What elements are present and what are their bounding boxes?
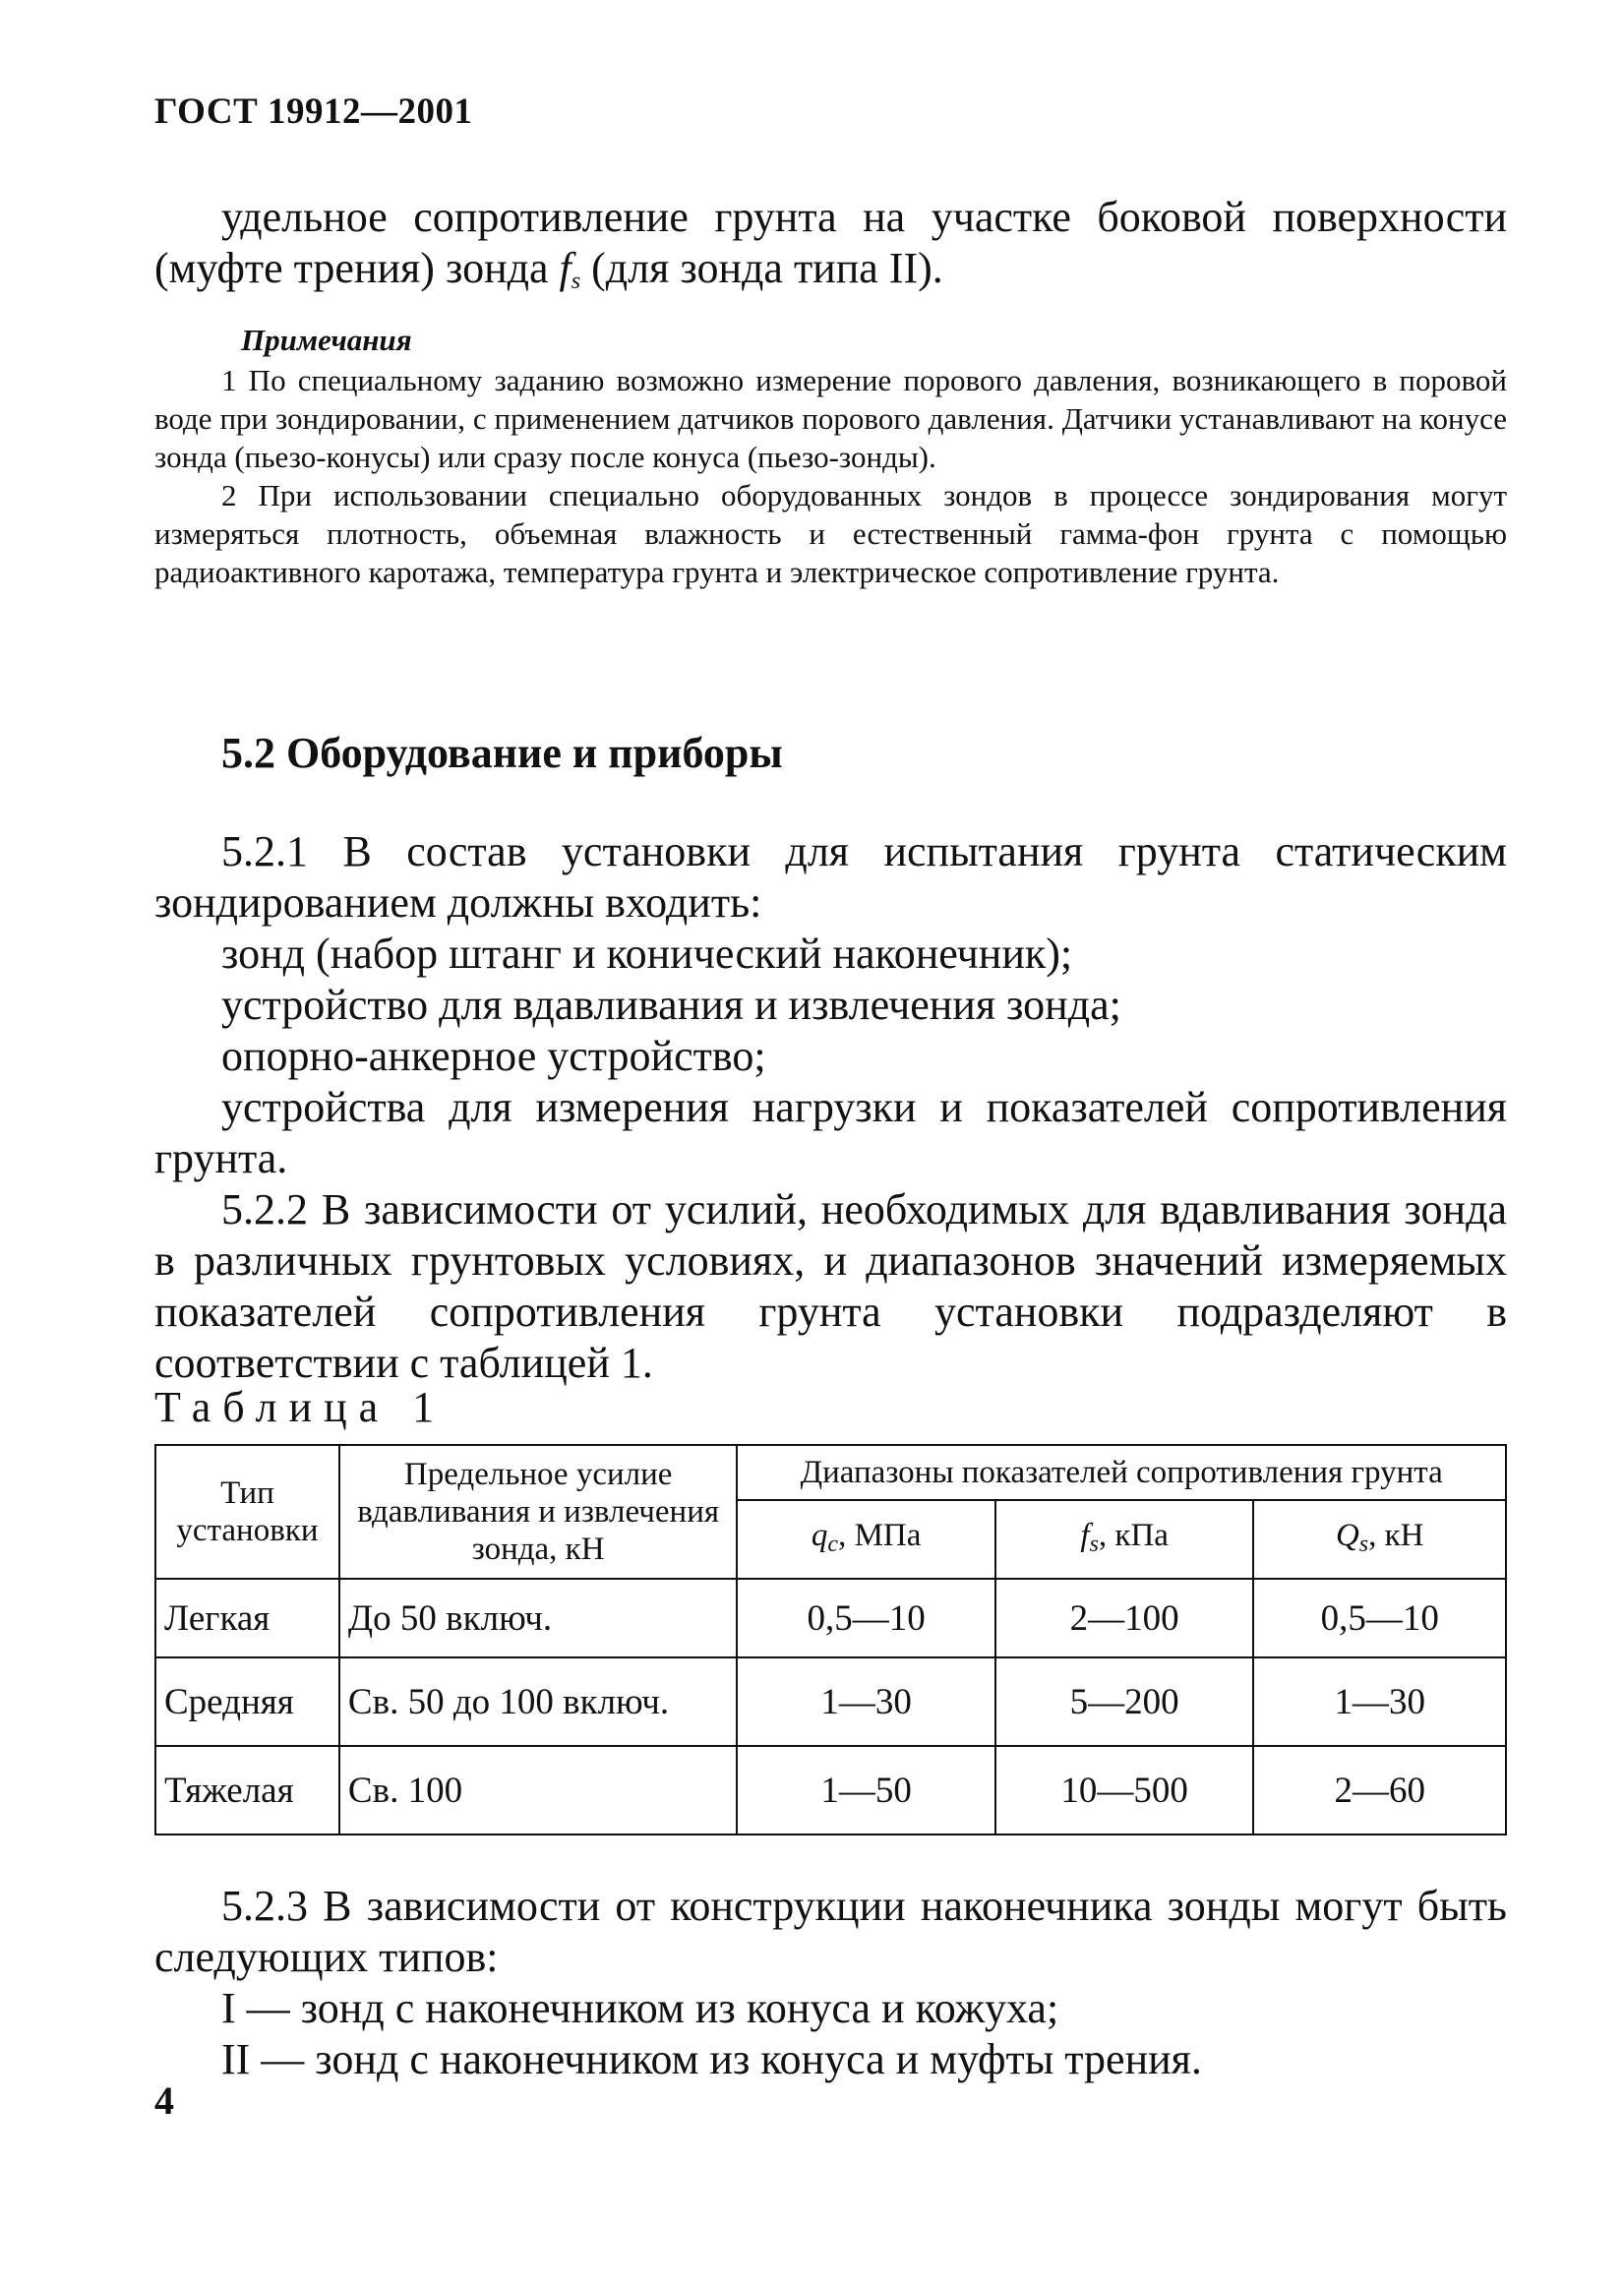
list-item: II — зонд с наконечником из конуса и муфты трения. <box>221 2035 1202 2083</box>
list-item: зонд (набор штанг и конический наконечник); <box>221 930 1073 978</box>
header-Qs: $Q_s$, кН <box>1253 1500 1506 1579</box>
section-title: 5.2 Оборудование и приборы <box>221 729 783 777</box>
clause-5-2-3 <box>154 1881 1507 2085</box>
note-2: 2 При использовании специально оборудованных зондов в процессе зондирования могут измеряться плотность, объемная влажность и естественный гамма-фон грунта с помощью радиоактивного каротажа, температура грунта и электрическое сопротивление грунта. <box>154 478 1507 589</box>
intro-text: удельное сопротивление грунта на участке боковой поверхности (муфте трения) зонда $f_s$ (для зонда типа II). <box>154 193 1507 294</box>
header-fs: $f_s$, кПа <box>995 1500 1254 1579</box>
note-1: 1 По специальному заданию возможно измерение порового давления, возникающего в поровой воде при зондировании, с применением датчиков порового давления. Датчики устанавливают на конусе зонда (пьезо-конусы) или сразу после конуса (пьезо-зонды). <box>154 363 1507 474</box>
table-row <box>155 1746 1506 1834</box>
table-row <box>155 1657 1506 1746</box>
cell-force: До 50 включ. <box>339 1579 737 1657</box>
header-force: Предельное усилие вдавливания и извлечения зонда, кН <box>339 1445 737 1579</box>
cell-qc: 1—30 <box>737 1657 995 1746</box>
document-header: ГОСТ 19912—2001 <box>154 91 473 132</box>
cell-Qs: 0,5—10 <box>1253 1579 1506 1657</box>
clause-5-2-1-lead: 5.2.1 В состав установки для испытания грунта статическим зондированием должны входить: <box>154 827 1507 927</box>
notes-block <box>154 321 1507 591</box>
notes-title: Примечания <box>241 323 412 357</box>
cell-qc: 1—50 <box>737 1746 995 1834</box>
cell-type: Легкая <box>155 1579 339 1657</box>
cell-type: Тяжелая <box>155 1746 339 1834</box>
cell-qc: 0,5—10 <box>737 1579 995 1657</box>
cell-fs: 5—200 <box>995 1657 1254 1746</box>
list-item: опорно-анкерное устройство; <box>221 1032 766 1080</box>
cell-Qs: 1—30 <box>1253 1657 1506 1746</box>
clause-5-2-1 <box>154 826 1507 1389</box>
intro-paragraph <box>154 192 1507 307</box>
list-item: устройство для вдавливания и извлечения зонда; <box>221 981 1121 1029</box>
cell-type: Средняя <box>155 1657 339 1746</box>
data-table <box>154 1444 1507 1835</box>
cell-force: Св. 100 <box>339 1746 737 1834</box>
table-caption: Таблица 1 <box>154 1383 447 1431</box>
page-number: 4 <box>154 2078 174 2123</box>
cell-fs: 2—100 <box>995 1579 1254 1657</box>
cell-force: Св. 50 до 100 включ. <box>339 1657 737 1746</box>
list-item: I — зонд с наконечником из конуса и кожуха; <box>221 1984 1059 2032</box>
header-type: Тип установки <box>155 1445 339 1579</box>
cell-Qs: 2—60 <box>1253 1746 1506 1834</box>
clause-5-2-3-lead: 5.2.3 В зависимости от конструкции наконечника зонды могут быть следующих типов: <box>154 1882 1507 1981</box>
table-header-row <box>155 1445 1506 1500</box>
header-ranges: Диапазоны показателей сопротивления грунта <box>737 1445 1506 1500</box>
header-qc: $q_c$, МПа <box>737 1500 995 1579</box>
table-row <box>155 1579 1506 1657</box>
list-item: устройства для измерения нагрузки и показателей сопротивления грунта. <box>154 1083 1507 1182</box>
clause-5-2-2: 5.2.2 В зависимости от усилий, необходимых для вдавливания зонда в различных грунтовых условиях, и диапазонов значений измеряемых показателей сопротивления грунта установки подразделяют в соответствии с таблицей 1. <box>154 1185 1507 1387</box>
cell-fs: 10—500 <box>995 1746 1254 1834</box>
